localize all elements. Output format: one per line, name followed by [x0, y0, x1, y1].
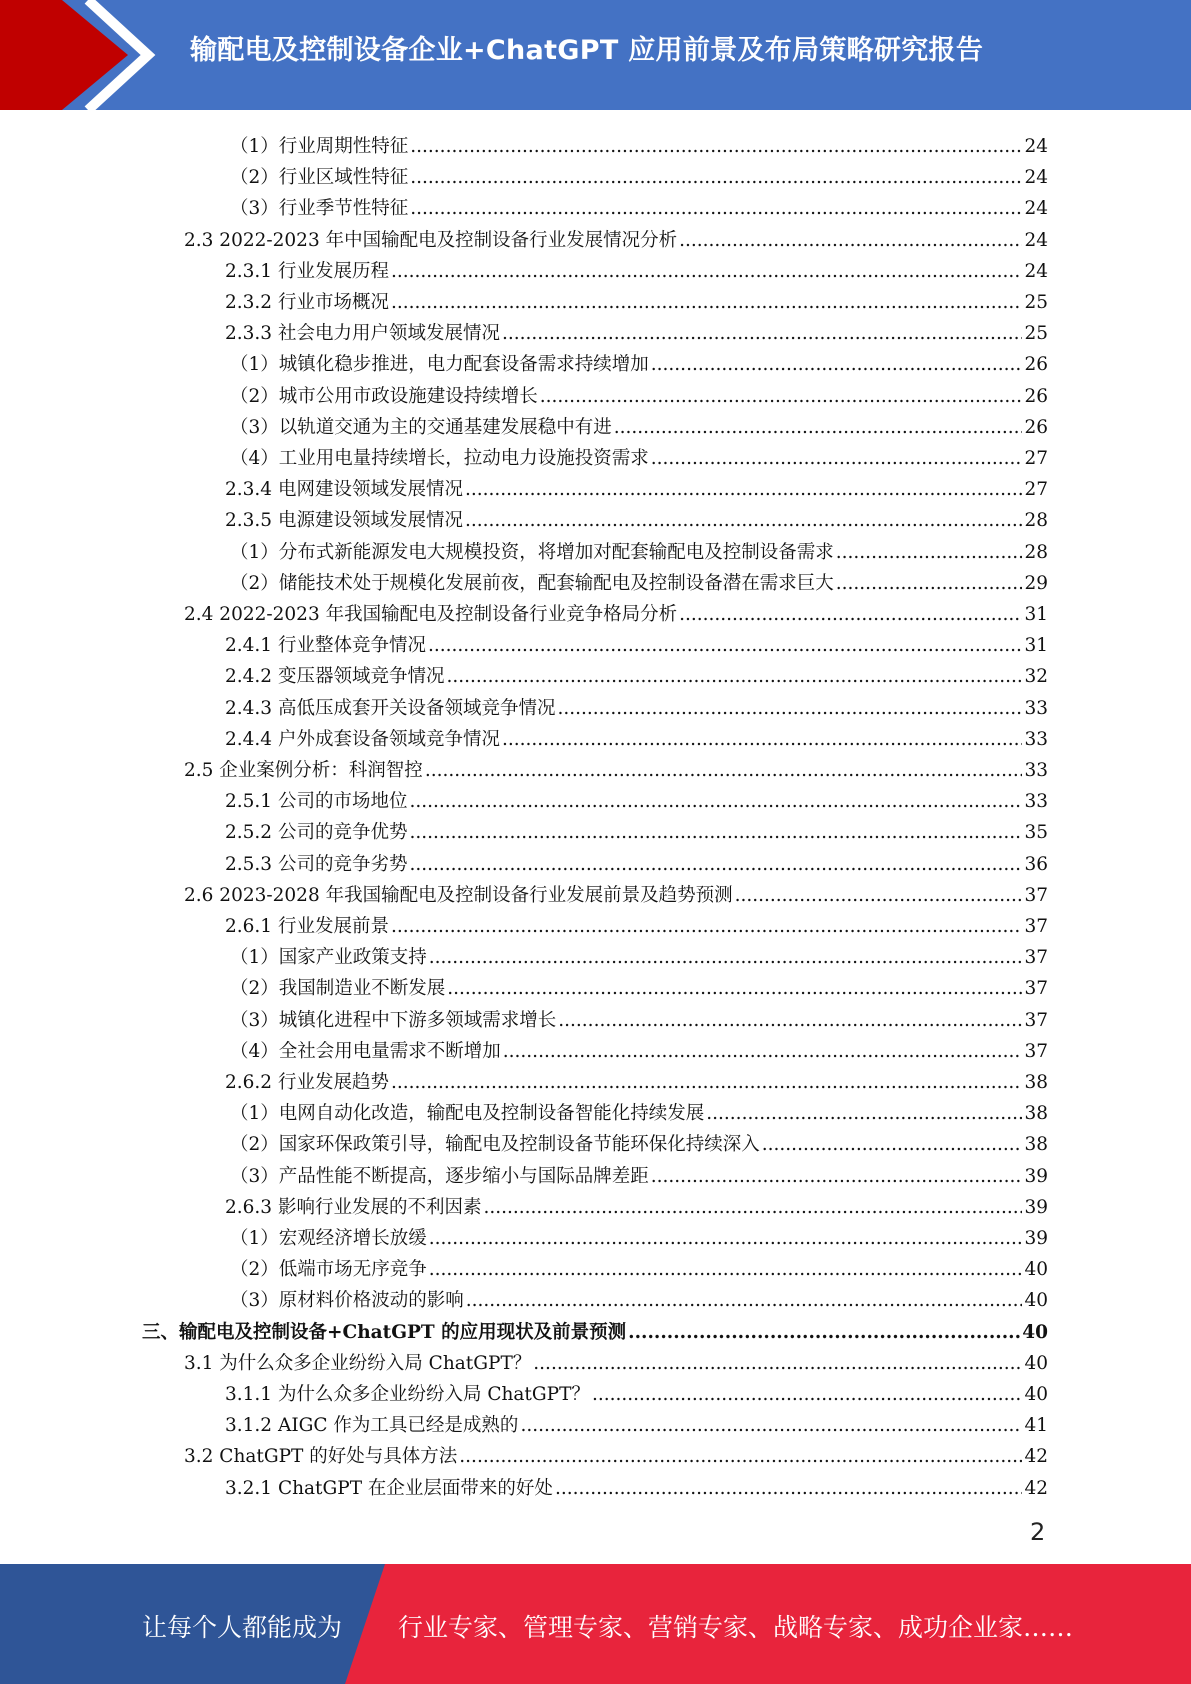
toc-entry[interactable] [225, 814, 1048, 845]
toc-entry-page: 27 [1024, 448, 1048, 469]
toc-entry-page: 31 [1024, 604, 1048, 625]
toc-entry-page: 40 [1022, 1321, 1048, 1343]
toc-entry[interactable] [225, 1064, 1048, 1095]
toc-dot-leader [391, 260, 1022, 284]
toc-entry-title: （1）宏观经济增长放缓 [230, 1228, 427, 1249]
toc-entry[interactable] [225, 846, 1048, 877]
toc-entry-page: 38 [1024, 1072, 1048, 1093]
toc-entry-page: 41 [1024, 1415, 1048, 1437]
toc-entry[interactable] [225, 1407, 1048, 1438]
toc-entry[interactable] [230, 159, 1048, 190]
toc-entry-title: 3.2.1 ChatGPT 在企业层面带来的好处 [225, 1477, 553, 1499]
toc-dot-leader [555, 1477, 1023, 1501]
footer-slogan-right: 行业专家、管理专家、营销专家、战略专家、成功企业家…… [398, 1613, 1074, 1642]
toc-entry-page: 37 [1024, 916, 1048, 937]
toc-entry-page: 37 [1024, 1040, 1048, 1062]
toc-entry[interactable] [230, 1220, 1048, 1251]
toc-entry-page: 32 [1024, 666, 1048, 688]
toc-entry[interactable] [230, 409, 1048, 440]
toc-entry-page: 33 [1024, 728, 1048, 750]
toc-entry[interactable] [230, 1282, 1048, 1313]
toc-entry-page: 28 [1024, 510, 1048, 532]
toc-entry-title: 2.6.3 影响行业发展的不利因素 [225, 1196, 482, 1218]
toc-entry-title: 2.6.1 行业发展前景 [225, 916, 389, 937]
toc-dot-leader [410, 135, 1022, 159]
toc-entry-title: （3）以轨道交通为主的交通基建发展稳中有进 [230, 416, 612, 438]
toc-dot-leader [391, 1071, 1022, 1095]
page-footer [0, 1564, 1191, 1684]
toc-entry-page: 37 [1024, 947, 1048, 969]
toc-entry-page: 28 [1024, 541, 1048, 563]
toc-entry-title: 2.3.4 电网建设领域发展情况 [225, 479, 463, 501]
toc-entry-page: 27 [1024, 479, 1048, 501]
toc-entry-page: 24 [1024, 167, 1048, 189]
toc-entry[interactable] [225, 315, 1048, 346]
toc-dot-leader [465, 509, 1022, 533]
toc-entry-title: 2.6 2023-2028 年我国输配电及控制设备行业发展前景及趋势预测 [184, 884, 733, 906]
toc-entry-page: 24 [1024, 229, 1048, 251]
toc-entry[interactable] [225, 253, 1048, 284]
toc-dot-leader [735, 884, 1023, 908]
toc-dot-leader [520, 1414, 1022, 1438]
toc-entry-page: 39 [1024, 1196, 1048, 1218]
toc-dot-leader [429, 946, 1023, 970]
toc-entry[interactable] [225, 284, 1048, 315]
toc-entry-page: 33 [1024, 760, 1048, 781]
toc-entry-title: 2.4.4 户外成套设备领域竞争情况 [225, 728, 500, 750]
toc-dot-leader [503, 1040, 1023, 1064]
toc-dot-leader [447, 977, 1022, 1001]
toc-entry[interactable] [230, 565, 1048, 596]
toc-entry-page: 40 [1024, 1290, 1048, 1312]
toc-entry-page: 26 [1024, 416, 1048, 438]
toc-dot-leader [836, 541, 1023, 565]
toc-entry-page: 29 [1024, 572, 1048, 594]
toc-entry-page: 35 [1024, 822, 1048, 844]
toc-dot-leader [409, 853, 1022, 877]
page-number: 2 [1030, 1518, 1046, 1546]
toc-entry-title: 三、输配电及控制设备+ChatGPT 的应用现状及前景预测 [142, 1321, 627, 1343]
toc-entry[interactable] [225, 908, 1048, 939]
toc-dot-leader [651, 353, 1023, 377]
toc-entry-title: （1）城镇化稳步推进，电力配套设备需求持续增加 [230, 354, 649, 376]
toc-entry-title: （4）全社会用电量需求不断增加 [230, 1040, 501, 1062]
toc-dot-leader [502, 322, 1022, 346]
toc-entry[interactable] [225, 627, 1048, 658]
toc-dot-leader [428, 634, 1022, 658]
toc-entry[interactable] [230, 1002, 1048, 1033]
toc-entry-title: 2.4.3 高低压成套开关设备领域竞争情况 [225, 697, 556, 719]
toc-entry[interactable] [230, 1126, 1048, 1157]
toc-entry[interactable] [225, 721, 1048, 752]
toc-entry-page: 26 [1024, 354, 1048, 376]
toc-entry-page: 40 [1024, 1384, 1048, 1405]
toc-entry-page: 37 [1024, 884, 1048, 906]
toc-entry[interactable] [184, 752, 1048, 783]
toc-entry[interactable] [184, 877, 1048, 908]
toc-entry-page: 26 [1024, 385, 1048, 407]
toc-entry[interactable] [230, 1158, 1048, 1189]
toc-dot-leader [614, 416, 1023, 440]
toc-entry[interactable] [225, 690, 1048, 721]
toc-entry[interactable] [225, 1189, 1048, 1220]
toc-entry[interactable] [230, 346, 1048, 377]
toc-entry[interactable] [230, 1095, 1048, 1126]
toc-entry-page: 42 [1024, 1446, 1048, 1468]
toc-entry-page: 39 [1024, 1165, 1048, 1187]
toc-entry-title: 2.6.2 行业发展趋势 [225, 1072, 389, 1093]
toc-dot-leader [409, 790, 1022, 814]
toc-entry-title: 2.4 2022-2023 年我国输配电及控制设备行业竞争格局分析 [184, 604, 678, 625]
toc-entry-page: 33 [1024, 791, 1048, 813]
toc-entry-page: 24 [1024, 136, 1048, 157]
toc-entry-page: 37 [1024, 1009, 1048, 1031]
toc-entry[interactable] [230, 970, 1048, 1001]
toc-entry[interactable] [184, 1438, 1048, 1469]
toc-dot-leader [459, 1445, 1022, 1469]
toc-entry-page: 40 [1024, 1352, 1048, 1374]
toc-entry-title: 2.3.5 电源建设领域发展情况 [225, 510, 463, 532]
toc-entry[interactable] [225, 471, 1048, 502]
toc-entry-page: 25 [1024, 292, 1048, 313]
toc-entry-title: （2）行业区域性特征 [230, 167, 409, 189]
toc-dot-leader [410, 166, 1022, 190]
toc-entry-title: （3）原材料价格波动的影响 [230, 1290, 464, 1312]
toc-entry-title: （1）行业周期性特征 [230, 136, 409, 157]
toc-dot-leader [558, 1009, 1022, 1033]
toc-dot-leader [429, 1258, 1023, 1282]
toc-entry[interactable] [230, 440, 1048, 471]
toc-entry-title: （1）电网自动化改造，输配电及控制设备智能化持续发展 [230, 1103, 705, 1125]
toc-entry[interactable] [230, 1033, 1048, 1064]
page-header [0, 0, 1191, 110]
toc-entry[interactable] [230, 534, 1048, 565]
toc-entry[interactable] [230, 939, 1048, 970]
toc-dot-leader [592, 1383, 1023, 1407]
toc-entry-page: 39 [1024, 1228, 1048, 1249]
toc-entry[interactable] [225, 783, 1048, 814]
toc-entry-title: （4）工业用电量持续增长，拉动电力设施投资需求 [230, 448, 649, 469]
toc-dot-leader [425, 759, 1023, 783]
toc-entry-page: 38 [1024, 1134, 1048, 1156]
toc-dot-leader [651, 1165, 1023, 1189]
toc-entry-title: （2）我国制造业不断发展 [230, 978, 446, 1000]
toc-entry-title: 2.3.2 行业市场概况 [225, 292, 389, 313]
toc-dot-leader [679, 229, 1022, 253]
toc-dot-leader [651, 447, 1023, 471]
toc-entry-title: 2.5.1 公司的市场地位 [225, 791, 408, 813]
toc-entry[interactable] [184, 596, 1048, 627]
toc-dot-leader [628, 1321, 1020, 1345]
toc-dot-leader [410, 197, 1022, 221]
toc-entry-title: 2.4.1 行业整体竞争情况 [225, 635, 426, 657]
toc-entry-page: 33 [1024, 697, 1048, 719]
toc-entry[interactable] [142, 1314, 1048, 1345]
toc-dot-leader [429, 1227, 1023, 1251]
toc-entry-page: 24 [1024, 260, 1048, 282]
toc-entry-title: 2.5.3 公司的竞争劣势 [225, 853, 408, 875]
toc-entry-title: 2.4.2 变压器领域竞争情况 [225, 666, 445, 688]
toc-entry[interactable] [230, 128, 1048, 159]
toc-dot-leader [706, 1102, 1022, 1126]
toc-entry-title: 3.1 为什么众多企业纷纷入局 ChatGPT？ [184, 1352, 532, 1374]
toc-dot-leader [679, 603, 1022, 627]
toc-entry-title: 3.1.1 为什么众多企业纷纷入局 ChatGPT？ [225, 1384, 590, 1405]
toc-entry-page: 36 [1024, 853, 1048, 875]
toc-entry[interactable] [184, 1345, 1048, 1376]
toc-dot-leader [391, 915, 1022, 939]
toc-entry-page: 25 [1024, 323, 1048, 345]
toc-entry[interactable] [230, 190, 1048, 221]
toc-entry-page: 24 [1024, 198, 1048, 220]
toc-dot-leader [391, 291, 1022, 315]
toc-entry-title: 3.2 ChatGPT 的好处与具体方法 [184, 1446, 458, 1468]
toc-entry-page: 31 [1024, 635, 1048, 657]
toc-entry[interactable] [225, 1470, 1048, 1501]
toc-entry[interactable] [225, 658, 1048, 689]
toc-entry-page: 37 [1024, 978, 1048, 1000]
toc-entry-title: 2.3.3 社会电力用户领域发展情况 [225, 323, 500, 345]
toc-entry-page: 42 [1024, 1477, 1048, 1499]
toc-entry[interactable] [225, 1376, 1048, 1407]
toc-dot-leader [466, 1289, 1023, 1313]
toc-entry-page: 38 [1024, 1103, 1048, 1125]
toc-dot-leader [409, 821, 1022, 845]
toc-entry[interactable] [230, 378, 1048, 409]
toc-entry-title: （3）行业季节性特征 [230, 198, 409, 220]
toc-entry-title: （2）国家环保政策引导，输配电及控制设备节能环保化持续深入 [230, 1134, 760, 1156]
toc-entry-title: （2）城市公用市政设施建设持续增长 [230, 385, 538, 407]
toc-entry-title: 2.5.2 公司的竞争优势 [225, 822, 408, 844]
toc-entry-title: （3）产品性能不断提高，逐步缩小与国际品牌差距 [230, 1165, 649, 1187]
toc-entry[interactable] [184, 222, 1048, 253]
toc-entry[interactable] [225, 502, 1048, 533]
toc-entry-title: （3）城镇化进程中下游多领域需求增长 [230, 1009, 557, 1031]
report-title: 输配电及控制设备企业+ChatGPT 应用前景及布局策略研究报告 [190, 35, 984, 66]
toc-dot-leader [557, 697, 1022, 721]
toc-entry[interactable] [230, 1251, 1048, 1282]
toc-entry-title: 2.3.1 行业发展历程 [225, 260, 389, 282]
toc-entry-title: （1）分布式新能源发电大规模投资，将增加对配套输配电及控制设备需求 [230, 541, 834, 563]
toc-dot-leader [762, 1133, 1023, 1157]
toc-dot-leader [483, 1196, 1022, 1220]
toc-entry-title: 3.1.2 AIGC 作为工具已经是成熟的 [225, 1415, 519, 1437]
toc-dot-leader [446, 665, 1022, 689]
toc-dot-leader [533, 1352, 1022, 1376]
toc-entry-title: 2.3 2022-2023 年中国输配电及控制设备行业发展情况分析 [184, 229, 678, 251]
toc-entry-title: （1）国家产业政策支持 [230, 947, 427, 969]
toc-dot-leader [502, 728, 1022, 752]
toc-entry-title: （2）储能技术处于规模化发展前夜，配套输配电及控制设备潜在需求巨大 [230, 572, 834, 594]
footer-slogan-left: 让每个人都能成为 [142, 1613, 343, 1642]
toc-entry-title: 2.5 企业案例分析：科润智控 [184, 760, 423, 781]
toc-dot-leader [540, 385, 1023, 409]
toc-entry-title: （2）低端市场无序竞争 [230, 1259, 427, 1281]
toc-dot-leader [836, 572, 1023, 596]
toc-dot-leader [465, 478, 1022, 502]
toc-entry-page: 40 [1024, 1259, 1048, 1281]
